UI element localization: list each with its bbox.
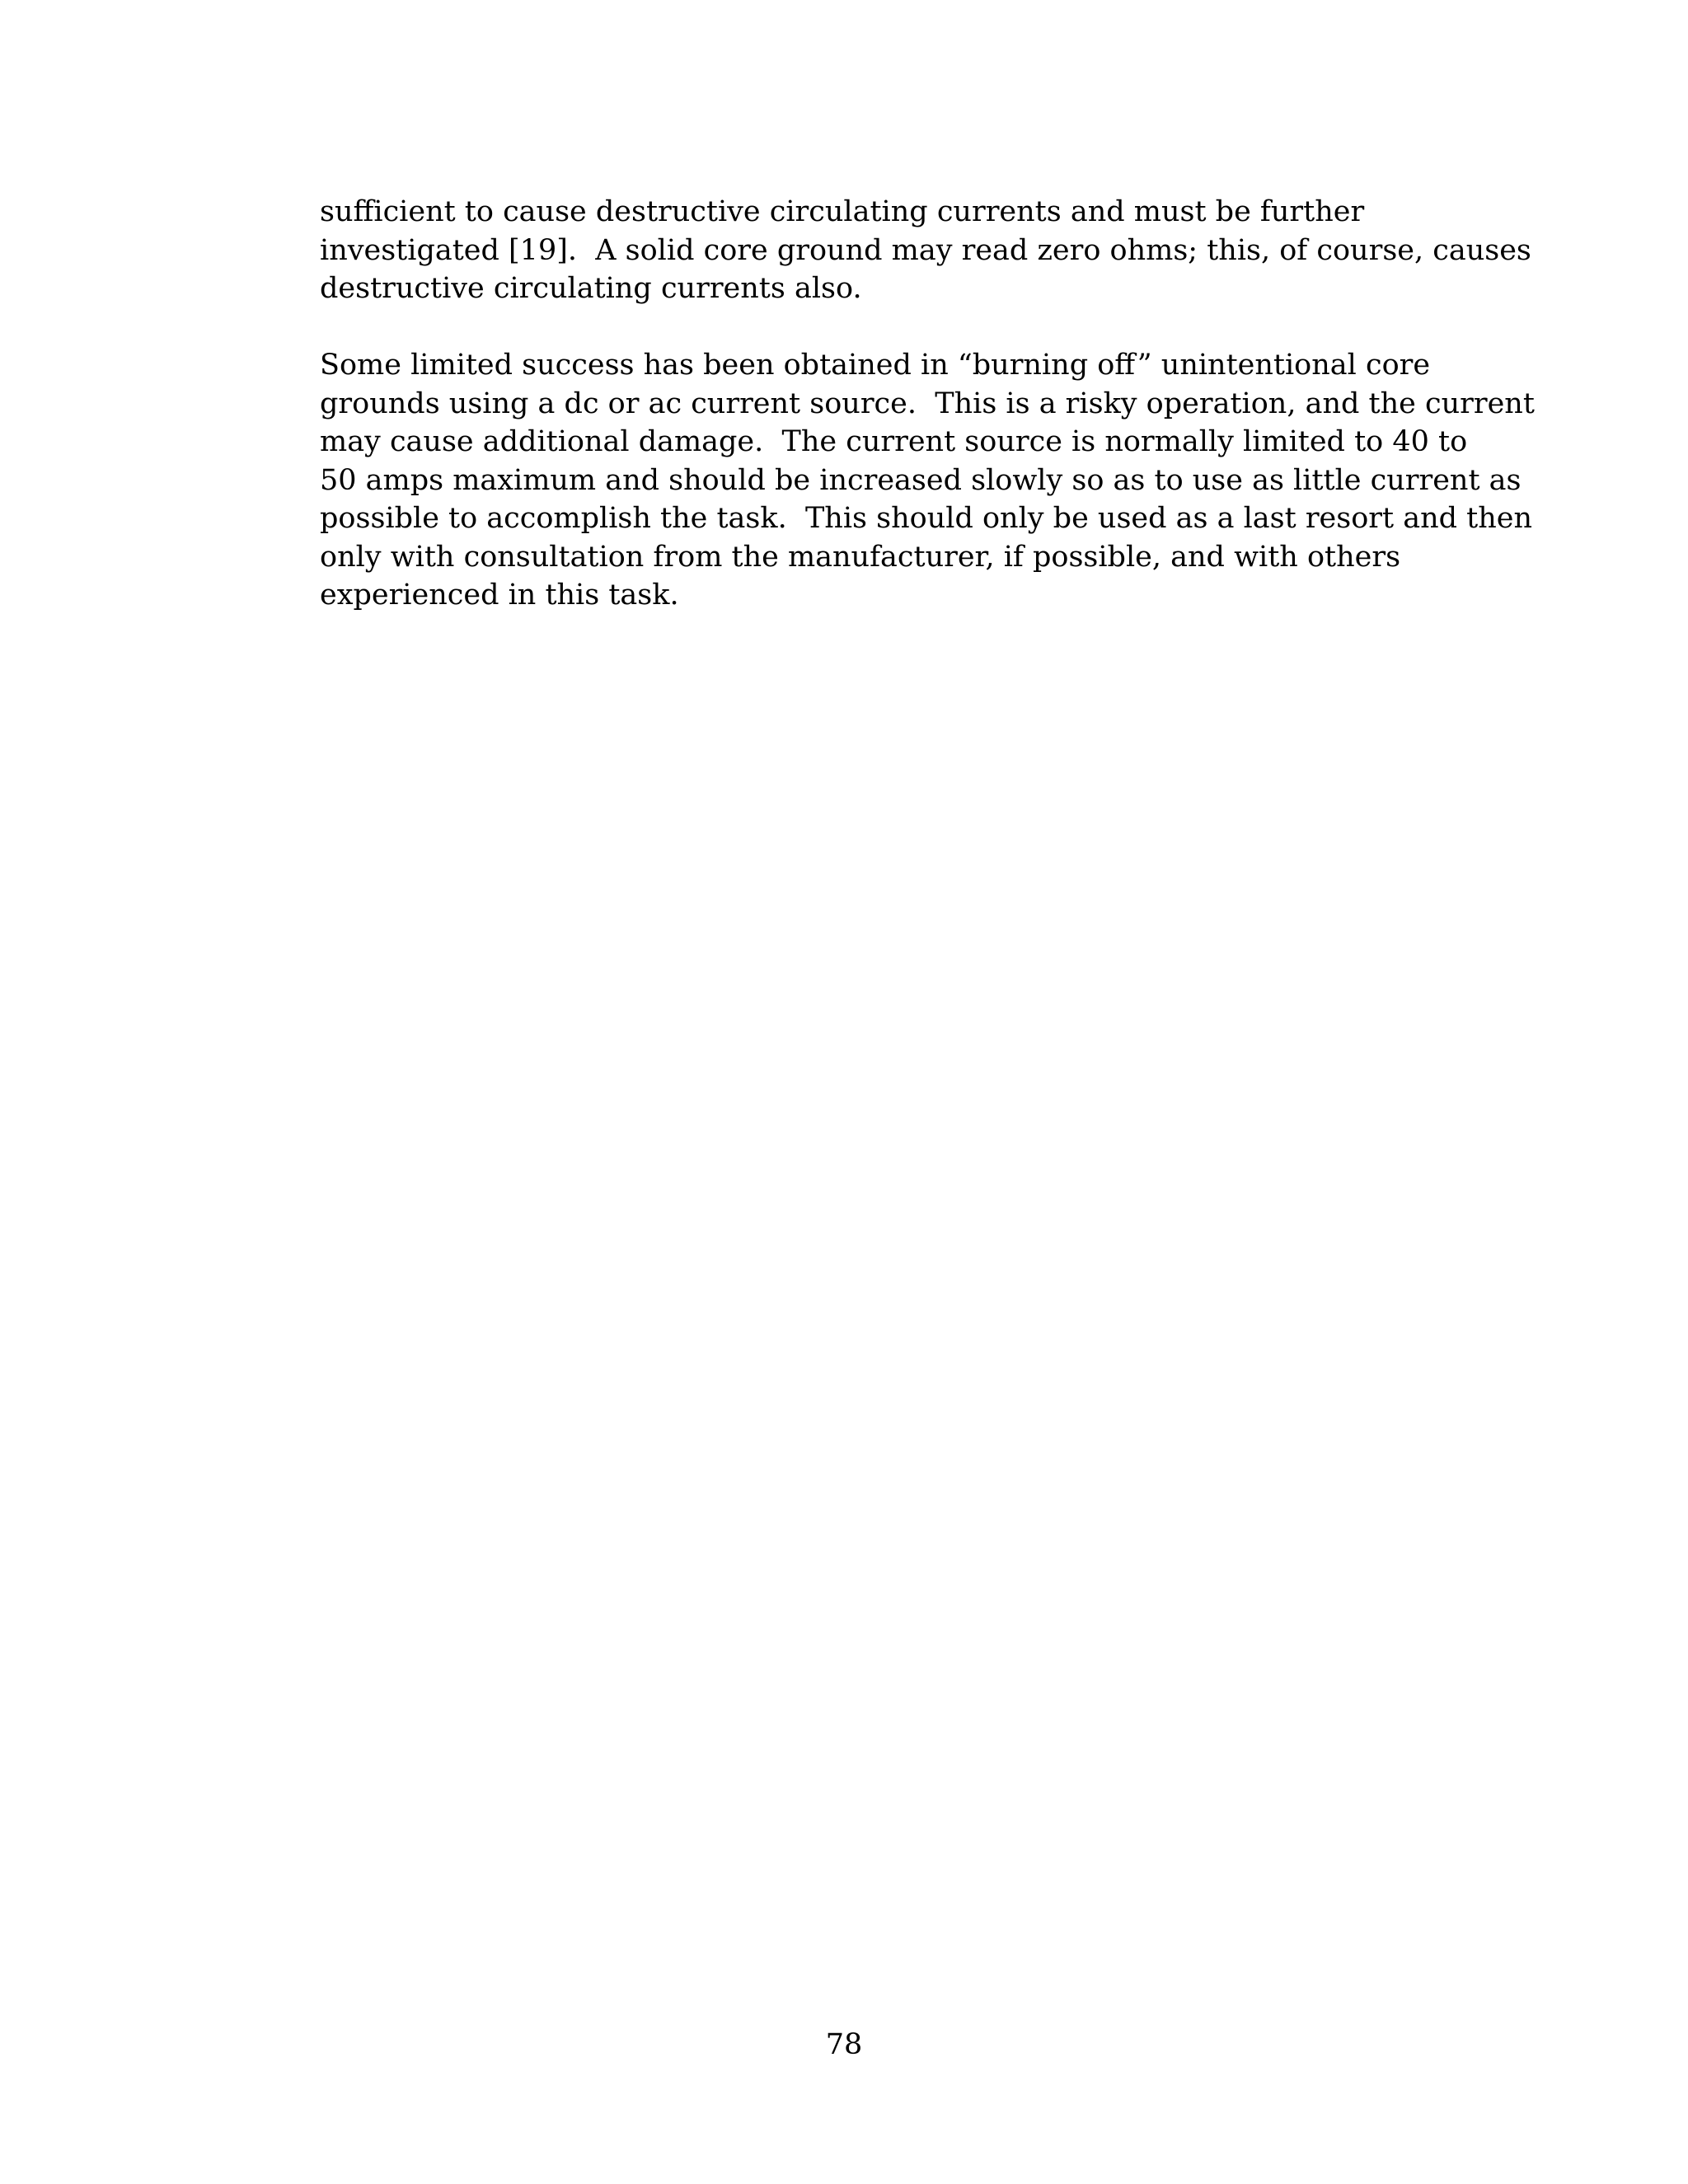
page-number: 78 (825, 2028, 863, 2061)
text-line: destructive circulating currents also. (320, 272, 862, 305)
text-line: Some limited success has been obtained in “burning off” unintentional core (320, 349, 1431, 382)
text-line: 50 amps maximum and should be increased slowly so as to use as little current as (320, 463, 1522, 497)
text-line: only with consultation from the manufacturer, if possible, and with others (320, 540, 1401, 574)
text-line: sufficient to cause destructive circulating currents and must be further (320, 195, 1365, 228)
text-line: possible to accomplish the task. This should only be used as a last resort and then (320, 502, 1533, 535)
body-text (320, 193, 1535, 615)
text-line: experienced in this task. (320, 579, 679, 612)
paragraph (320, 193, 1531, 308)
text-line: grounds using a dc or ac current source. This is a risky operation, and the current (320, 387, 1535, 420)
text-line: investigated [19]. A solid core ground may read zero ohms; this, of course, causes (320, 233, 1531, 267)
paragraph-spacer (320, 308, 1498, 347)
text-line: may cause additional damage. The current source is normally limited to 40 to (320, 425, 1468, 458)
paragraph (320, 346, 1535, 615)
